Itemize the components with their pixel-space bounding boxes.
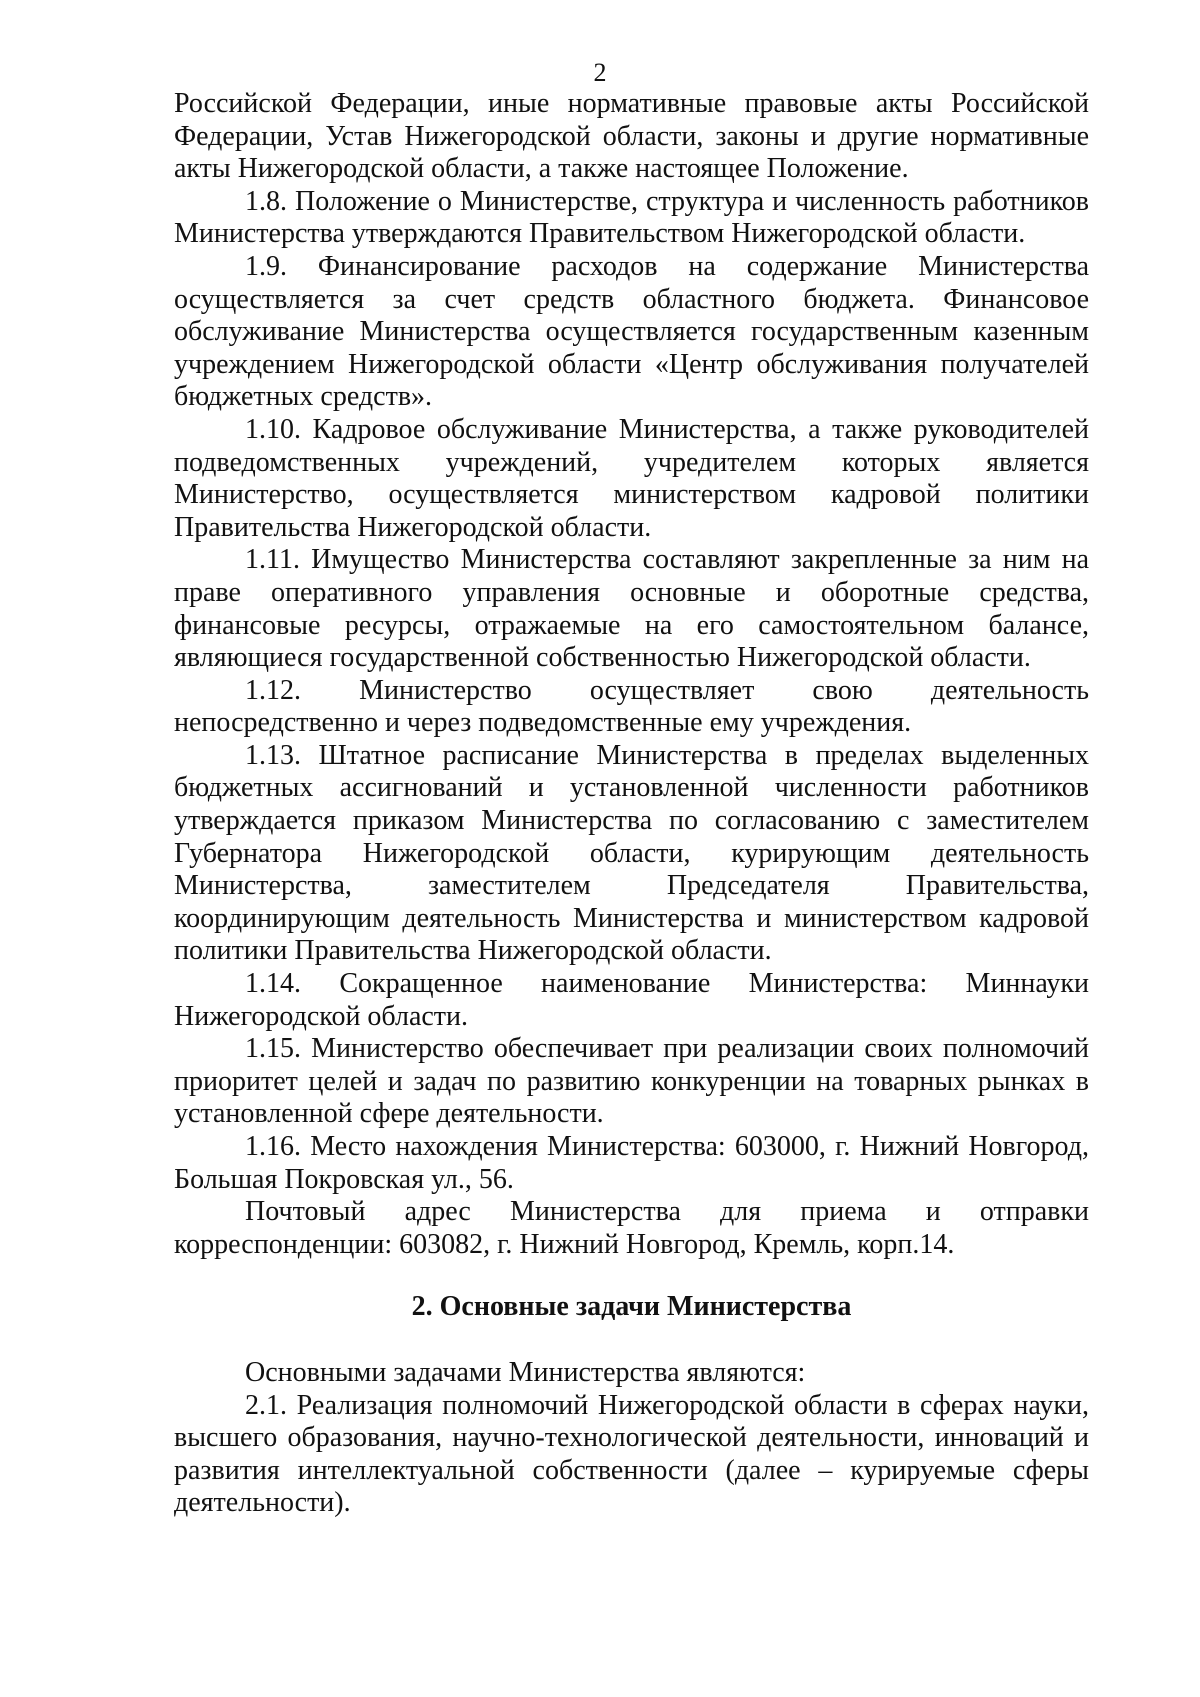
paragraph-tasks-intro: Основными задачами Министерства являются: xyxy=(245,1356,806,1388)
paragraph-1-14: 1.14. Сокращенное наименование Министерства: Миннауки Нижегородской области. xyxy=(174,968,1089,1032)
paragraph-2-1: 2.1. Реализация полномочий Нижегородской области в сферах науки, высшего образования, научно-технологической деятельности, инноваций и развития интеллектуальной собственности (далее – курируемые сферы деятельности). xyxy=(174,1389,1089,1519)
paragraph-1-8: 1.8. Положение о Министерстве, структура и численность работников Министерства утверждаются Правительством Нижегородской области. xyxy=(174,185,1089,250)
section-2-heading: 2. Основные задачи Министерства xyxy=(411,1291,852,1323)
page-number: 2 xyxy=(593,58,607,87)
paragraph-postal-address: Почтовый адрес Министерства для приема и отправки корреспонденции: 603082, г. Нижний Новгород, Кремль, корп.14. xyxy=(174,1196,1089,1260)
paragraph-1-10: 1.10. Кадровое обслуживание Министерства, а также руководителей подведомственных учреждений, учредителем которых является Министерство, осуществляется министерством кадровой политики Правительства Нижегородской области. xyxy=(174,413,1089,543)
paragraph-1-13: 1.13. Штатное расписание Министерства в пределах выделенных бюджетных ассигнований и установленной численности работников утверждается приказом Министерства по согласованию с заместителем Губернатора Нижегородской области, курирующим деятельность Министерства, заместителем Председателя Правительства, координирующим деятельность Министерства и министерством кадровой политики Правительства Нижегородской области. xyxy=(174,739,1089,967)
document-body xyxy=(174,88,1089,1520)
paragraph-1-15: 1.15. Министерство обеспечивает при реализации своих полномочий приоритет целей и задач по развитию конкуренции на товарных рынках в установленной сфере деятельности. xyxy=(174,1033,1089,1130)
paragraph-1-16: 1.16. Место нахождения Министерства: 603000, г. Нижний Новгород, Большая Покровская ул., 56. xyxy=(174,1131,1089,1195)
paragraph-1-9: 1.9. Финансирование расходов на содержание Министерства осуществляется за счет средств областного бюджета. Финансовое обслуживание Министерства осуществляется государственным казенным учреждением Нижегородской области «Центр обслуживания получателей бюджетных средств». xyxy=(174,250,1089,413)
paragraph-1-11: 1.11. Имущество Министерства составляют закрепленные за ним на праве оперативного управления основные и оборотные средства, финансовые ресурсы, отражаемые на его самостоятельном балансе, являющиеся государственной собственностью Нижегородской области. xyxy=(174,544,1089,674)
paragraph-continuation: Российской Федерации, иные нормативные правовые акты Российской Федерации, Устав Нижегородской области, законы и другие нормативные акты Нижегородской области, а также настоящее Положение. xyxy=(174,88,1089,185)
paragraph-1-12: 1.12. Министерство осуществляет свою деятельность непосредственно и через подведомственные ему учреждения. xyxy=(174,674,1089,739)
